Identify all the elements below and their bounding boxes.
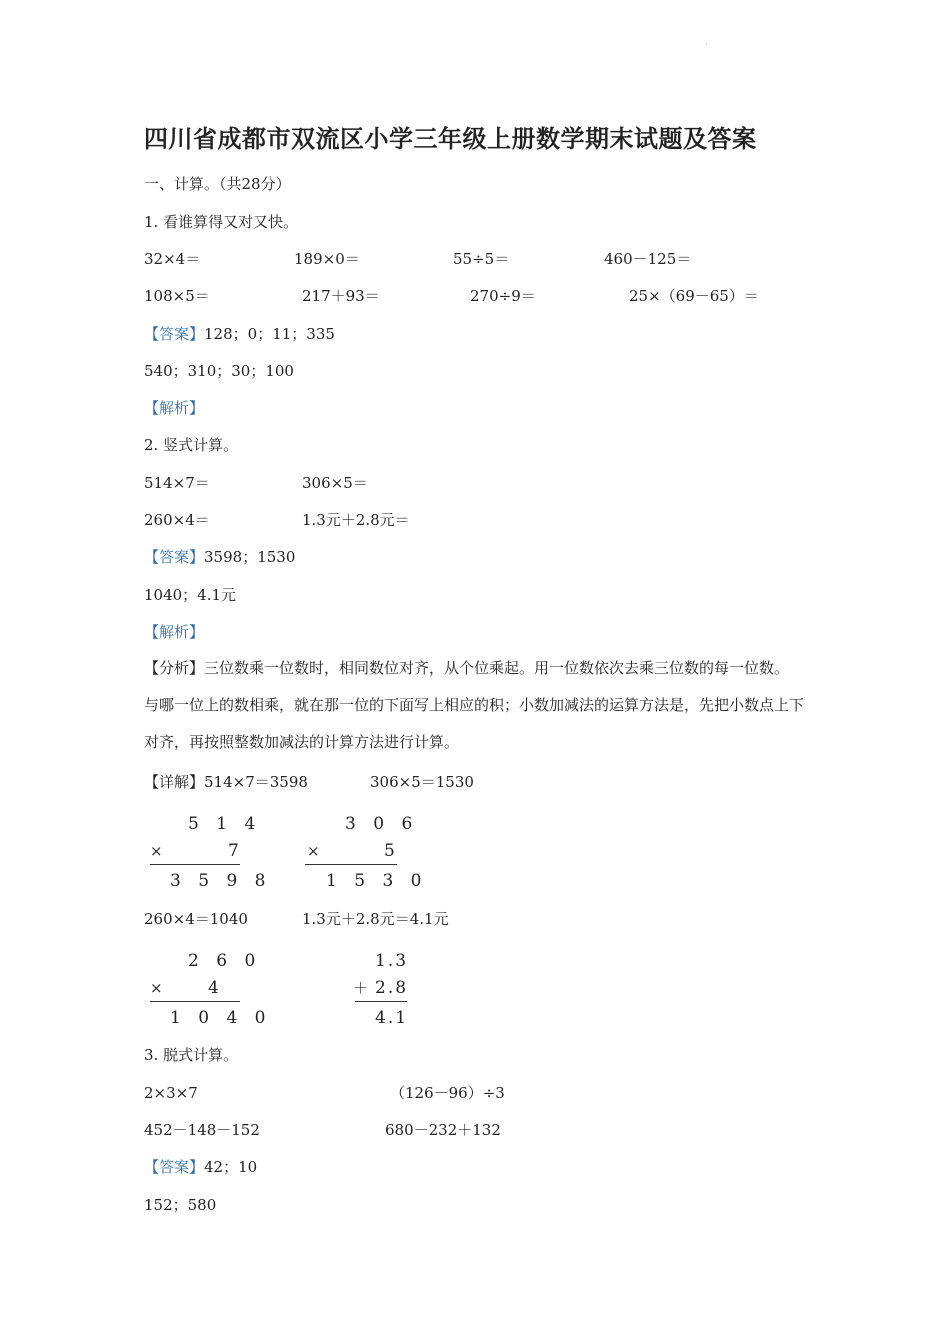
analysis-tag: 【解析】 bbox=[144, 623, 205, 641]
vertical-operator: × bbox=[150, 842, 169, 860]
q1-expr: 270÷9＝ bbox=[470, 287, 536, 305]
q3-expr: 680－232＋132 bbox=[385, 1121, 501, 1139]
answer-text: 3598；1530 bbox=[204, 548, 296, 566]
analysis-tag: 【解析】 bbox=[144, 399, 205, 417]
answer-tag: 【答案】 bbox=[144, 548, 205, 566]
q3-answer-line2: 152；580 bbox=[144, 1196, 217, 1214]
q1-expr: 25×（69－65）＝ bbox=[629, 287, 759, 305]
q2-answer bbox=[144, 547, 295, 567]
detail-expr: 1.3元＋2.8元＝4.1元 bbox=[302, 910, 449, 928]
q1-answer bbox=[144, 324, 335, 344]
vertical-result: 4.1 bbox=[375, 1008, 409, 1028]
vertical-line bbox=[150, 864, 240, 865]
q3-answer bbox=[144, 1157, 257, 1177]
q2-expr: 306×5＝ bbox=[302, 474, 368, 492]
q3-expr: 2×3×7 bbox=[144, 1084, 198, 1102]
analysis-label: 【分析】 bbox=[144, 659, 205, 677]
vertical-top: 5 1 4 bbox=[188, 814, 262, 834]
q2-answer-line2: 1040；4.1元 bbox=[144, 586, 237, 604]
vertical-top: 1.3 bbox=[375, 951, 409, 971]
vertical-result: 1 0 4 0 bbox=[170, 1008, 272, 1028]
q1-expr: 217＋93＝ bbox=[302, 287, 380, 305]
vertical-addend: 2.8 bbox=[375, 978, 409, 998]
vertical-line bbox=[150, 1001, 240, 1002]
detail-label: 【详解】 bbox=[144, 773, 205, 791]
detail-line bbox=[144, 772, 308, 792]
q2-heading: 2. 竖式计算。 bbox=[144, 436, 239, 454]
analysis-text: 三位数乘一位数时，相同数位对齐，从个位乘起。用一位数依次去乘三位数的每一位数。与哪一位上的数相乘，就在那一位的下面写上相应的积；小数加减法的运算方法是，先把小数点上下对齐，再按照整数加减法的计算方法进行计算。 bbox=[144, 659, 805, 751]
analysis-paragraph bbox=[144, 650, 804, 761]
corner-mark: · bbox=[705, 40, 708, 49]
vertical-multiplier: 5 bbox=[384, 841, 401, 861]
vertical-multiplier: 7 bbox=[228, 841, 245, 861]
vertical-operator: × bbox=[307, 842, 326, 860]
q3-expr: （126－96）÷3 bbox=[390, 1084, 505, 1102]
q1-expr: 189×0＝ bbox=[294, 250, 360, 268]
q2-expr: 514×7＝ bbox=[144, 474, 210, 492]
section-heading: 一、计算。（共28分） bbox=[144, 175, 291, 193]
detail-expr: 260×4＝1040 bbox=[144, 910, 248, 928]
q1-expr: 108×5＝ bbox=[144, 287, 210, 305]
q3-expr: 452－148－152 bbox=[144, 1121, 260, 1139]
q1-expr: 460－125＝ bbox=[604, 250, 692, 268]
vertical-result: 3 5 9 8 bbox=[170, 871, 272, 891]
q3-heading: 3. 脱式计算。 bbox=[144, 1046, 239, 1064]
detail-expr: 306×5＝1530 bbox=[370, 773, 474, 791]
vertical-top: 2 6 0 bbox=[188, 951, 262, 971]
q1-heading: 1. 看谁算得又对又快。 bbox=[144, 213, 299, 231]
vertical-line bbox=[305, 864, 397, 865]
vertical-operator: ＋ bbox=[353, 979, 369, 997]
q1-expr: 55÷5＝ bbox=[453, 250, 510, 268]
answer-text: 42；10 bbox=[204, 1158, 258, 1176]
vertical-line bbox=[355, 1001, 407, 1002]
answer-tag: 【答案】 bbox=[144, 1158, 205, 1176]
vertical-result: 1 5 3 0 bbox=[326, 871, 428, 891]
answer-text: 128；0；11；335 bbox=[204, 325, 335, 343]
vertical-operator: × bbox=[150, 979, 169, 997]
page-title: 四川省成都市双流区小学三年级上册数学期末试题及答案 bbox=[144, 125, 757, 153]
q2-expr: 260×4＝ bbox=[144, 511, 210, 529]
detail-expr: 514×7＝3598 bbox=[204, 773, 308, 791]
vertical-multiplier: 4 bbox=[208, 978, 225, 998]
vertical-top: 3 0 6 bbox=[345, 814, 419, 834]
q2-expr: 1.3元＋2.8元＝ bbox=[302, 511, 410, 529]
q1-answer-line2: 540；310；30；100 bbox=[144, 362, 294, 380]
answer-tag: 【答案】 bbox=[144, 325, 205, 343]
q1-expr: 32×4＝ bbox=[144, 250, 201, 268]
